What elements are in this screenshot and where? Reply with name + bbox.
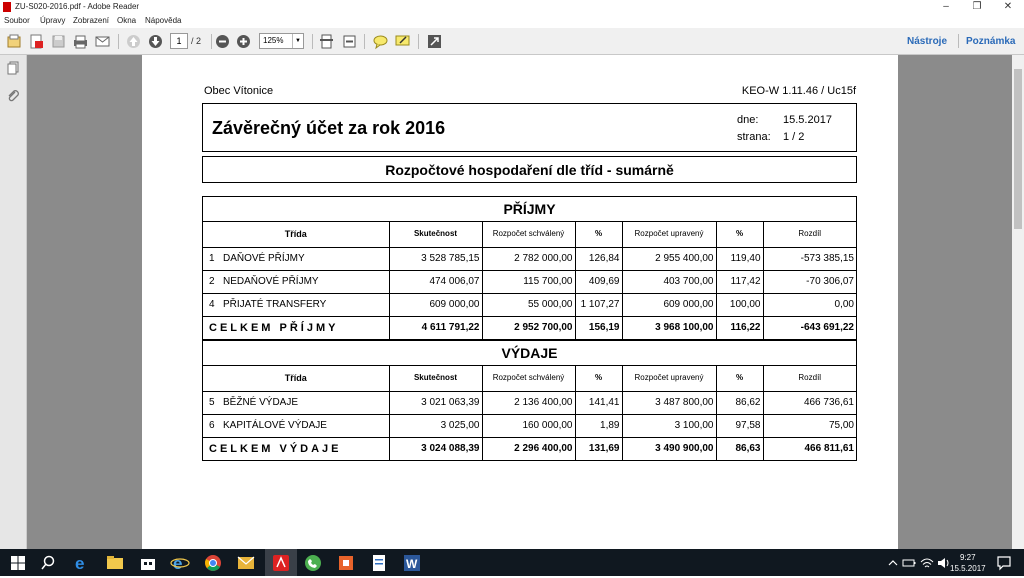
- total-row: [203, 437, 856, 460]
- class-code: 4: [209, 299, 215, 310]
- percent-cell: 100,00: [716, 293, 763, 316]
- class-cell: [203, 391, 389, 414]
- menu-help[interactable]: Nápověda: [145, 16, 182, 25]
- fit-width-icon[interactable]: [341, 33, 358, 50]
- mail-icon[interactable]: [236, 553, 256, 573]
- fullscreen-icon[interactable]: [426, 33, 443, 50]
- percent-cell: 1 107,27: [575, 293, 622, 316]
- approved-cell: 55 000,00: [482, 293, 575, 316]
- volume-icon[interactable]: [934, 553, 948, 573]
- difference-cell: -643 691,22: [763, 316, 856, 339]
- column-header: Třída: [203, 222, 389, 247]
- income-table: [203, 222, 856, 339]
- adjusted-cell: 2 955 400,00: [622, 247, 716, 270]
- date-label: dne:: [737, 114, 759, 126]
- previous-page-icon[interactable]: [125, 33, 142, 50]
- chevron-up-icon[interactable]: [883, 553, 895, 573]
- document-title: Závěrečný účet za rok 2016: [212, 118, 446, 138]
- class-cell: [203, 293, 389, 316]
- menu-file[interactable]: Soubor: [4, 16, 30, 25]
- actual-cell: 609 000,00: [389, 293, 482, 316]
- search-icon[interactable]: [38, 553, 58, 573]
- actual-cell: 3 024 088,39: [389, 437, 482, 460]
- table-header-row: [203, 366, 856, 391]
- approved-cell: 2 952 700,00: [482, 316, 575, 339]
- window-titlebar: [0, 0, 1024, 14]
- menu-view[interactable]: Zobrazení: [73, 16, 110, 25]
- class-code: 5: [209, 397, 215, 408]
- toolbar: [0, 28, 1024, 55]
- svg-text:e: e: [173, 554, 183, 573]
- table-row: [203, 247, 856, 270]
- percent-cell: 119,40: [716, 247, 763, 270]
- column-header: Rozpočet schválený: [482, 222, 575, 247]
- battery-icon[interactable]: [899, 553, 913, 573]
- class-name: NEDAŇOVÉ PŘÍJMY: [223, 276, 319, 287]
- adjusted-cell: 3 490 900,00: [622, 437, 716, 460]
- email-icon[interactable]: [94, 33, 111, 50]
- approved-cell: 2 136 400,00: [482, 391, 575, 414]
- adjusted-cell: 3 487 800,00: [622, 391, 716, 414]
- column-header: Rozpočet schválený: [482, 366, 575, 391]
- table-row: [203, 391, 856, 414]
- difference-cell: 466 811,61: [763, 437, 856, 460]
- class-code: 1: [209, 253, 215, 264]
- title-box: [202, 103, 857, 152]
- percent-cell: 156,19: [575, 316, 622, 339]
- expenses-heading: VÝDAJE: [203, 341, 856, 366]
- organization-name: Obec Vítonice: [204, 85, 274, 97]
- actual-cell: 474 006,07: [389, 270, 482, 293]
- column-header: Třída: [203, 366, 389, 391]
- column-header: %: [716, 366, 763, 391]
- actual-cell: 3 528 785,15: [389, 247, 482, 270]
- column-header: Rozpočet upravený: [622, 366, 716, 391]
- column-header: Rozdíl: [763, 222, 856, 247]
- expenses-table: [203, 366, 856, 460]
- class-code: 6: [209, 420, 215, 431]
- zoom-select[interactable]: [259, 33, 304, 49]
- tools-link[interactable]: Nástroje: [907, 36, 948, 47]
- class-code: 2: [209, 276, 215, 287]
- class-name: DAŇOVÉ PŘÍJMY: [223, 253, 305, 264]
- pdf-page: [142, 55, 898, 549]
- percent-cell: 409,69: [575, 270, 622, 293]
- class-cell: [203, 270, 389, 293]
- close-icon[interactable]: ✕: [1003, 1, 1013, 12]
- comment-icon[interactable]: [372, 33, 389, 50]
- table-row: [203, 270, 856, 293]
- percent-cell: 126,84: [575, 247, 622, 270]
- comment-link[interactable]: Poznámka: [966, 36, 1016, 47]
- percent-cell: 116,22: [716, 316, 763, 339]
- difference-cell: -573 385,15: [763, 247, 856, 270]
- document-viewer[interactable]: [27, 55, 1012, 549]
- window-title: ZU-S020-2016.pdf - Adobe Reader: [15, 2, 140, 11]
- actual-cell: 3 021 063,39: [389, 391, 482, 414]
- adjusted-cell: 3 100,00: [622, 414, 716, 437]
- svg-text:e: e: [75, 554, 85, 573]
- class-name: PŘIJATÉ TRANSFERY: [223, 299, 327, 310]
- menu-edit[interactable]: Úpravy: [40, 16, 66, 25]
- column-header: Rozdíl: [763, 366, 856, 391]
- notifications-icon[interactable]: [994, 553, 1014, 573]
- attachments-icon[interactable]: [6, 89, 20, 103]
- column-header: Skutečnost: [389, 366, 482, 391]
- word-icon[interactable]: [402, 553, 422, 573]
- column-header: %: [575, 222, 622, 247]
- approved-cell: 160 000,00: [482, 414, 575, 437]
- file-explorer-icon[interactable]: [105, 553, 125, 573]
- income-heading: PŘÍJMY: [203, 197, 856, 222]
- page-total: / 2: [191, 36, 202, 46]
- create-pdf-icon[interactable]: [28, 33, 45, 50]
- difference-cell: 75,00: [763, 414, 856, 437]
- percent-cell: 86,62: [716, 391, 763, 414]
- taskbar: [0, 549, 1024, 576]
- zoom-value: 125%: [263, 36, 284, 45]
- windows-start-icon[interactable]: [8, 553, 28, 573]
- pdf-icon: [3, 2, 11, 12]
- taskbar-clock[interactable]: [950, 552, 986, 574]
- class-cell: [203, 247, 389, 270]
- open-icon[interactable]: [6, 33, 23, 50]
- zoom-out-icon[interactable]: [214, 33, 231, 50]
- percent-cell: 1,89: [575, 414, 622, 437]
- percent-cell: 117,42: [716, 270, 763, 293]
- table-row: [203, 293, 856, 316]
- office-app-icon[interactable]: [336, 553, 356, 573]
- internet-explorer-icon[interactable]: [170, 553, 190, 573]
- zoom-in-icon[interactable]: [235, 33, 252, 50]
- actual-cell: 4 611 791,22: [389, 316, 482, 339]
- column-header: Rozpočet upravený: [622, 222, 716, 247]
- table-header-row: [203, 222, 856, 247]
- percent-cell: 141,41: [575, 391, 622, 414]
- total-label: CELKEM PŘÍJMY: [203, 316, 389, 339]
- edge-icon[interactable]: [72, 553, 92, 573]
- menu-bar: [0, 14, 1024, 28]
- print-icon[interactable]: [72, 33, 89, 50]
- highlight-icon[interactable]: [394, 33, 411, 50]
- menu-window[interactable]: Okna: [117, 16, 137, 25]
- column-header: %: [575, 366, 622, 391]
- adjusted-cell: 3 968 100,00: [622, 316, 716, 339]
- income-section: [202, 196, 857, 340]
- expenses-section: [202, 340, 857, 461]
- page-value: 1 / 2: [783, 131, 805, 143]
- total-row: [203, 316, 856, 339]
- column-header: Skutečnost: [389, 222, 482, 247]
- chrome-icon[interactable]: [203, 553, 223, 573]
- pages-panel-icon[interactable]: [6, 61, 20, 75]
- maximize-icon[interactable]: ❐: [972, 1, 982, 12]
- difference-cell: -70 306,07: [763, 270, 856, 293]
- difference-cell: 466 736,61: [763, 391, 856, 414]
- next-page-icon[interactable]: [147, 33, 164, 50]
- store-icon[interactable]: [138, 553, 158, 573]
- page-number-input[interactable]: 1: [170, 33, 188, 49]
- page-label: strana:: [737, 131, 771, 143]
- class-name: KAPITÁLOVÉ VÝDAJE: [223, 420, 327, 431]
- save-icon[interactable]: [50, 33, 67, 50]
- class-name: BĚŽNÉ VÝDAJE: [223, 397, 299, 408]
- wifi-icon[interactable]: [917, 553, 931, 573]
- svg-text:W: W: [406, 557, 418, 571]
- approved-cell: 115 700,00: [482, 270, 575, 293]
- difference-cell: 0,00: [763, 293, 856, 316]
- report-subtitle: Rozpočtové hospodaření dle tříd - sumárně: [202, 156, 857, 183]
- table-row: [203, 414, 856, 437]
- phone-app-icon[interactable]: [303, 553, 323, 573]
- approved-cell: 2 782 000,00: [482, 247, 575, 270]
- adjusted-cell: 403 700,00: [622, 270, 716, 293]
- approved-cell: 2 296 400,00: [482, 437, 575, 460]
- scrollbar-thumb[interactable]: [1014, 69, 1022, 229]
- adobe-reader-icon[interactable]: [271, 553, 291, 573]
- class-cell: [203, 414, 389, 437]
- adjusted-cell: 609 000,00: [622, 293, 716, 316]
- actual-cell: 3 025,00: [389, 414, 482, 437]
- percent-cell: 131,69: [575, 437, 622, 460]
- vertical-scrollbar[interactable]: [1012, 55, 1024, 549]
- software-version: KEO-W 1.11.46 / Uc15f: [741, 85, 856, 97]
- clock-time: 9:27: [960, 553, 976, 562]
- fit-page-icon[interactable]: [318, 33, 335, 50]
- navigation-panel: [0, 55, 27, 549]
- percent-cell: 97,58: [716, 414, 763, 437]
- percent-cell: 86,63: [716, 437, 763, 460]
- minimize-icon[interactable]: –: [943, 1, 949, 12]
- total-label: CELKEM VÝDAJE: [203, 437, 389, 460]
- column-header: %: [716, 222, 763, 247]
- document-app-icon[interactable]: [369, 553, 389, 573]
- clock-date: 15.5.2017: [950, 564, 986, 573]
- date-value: 15.5.2017: [783, 114, 832, 126]
- chevron-down-icon[interactable]: ▼: [292, 34, 303, 48]
